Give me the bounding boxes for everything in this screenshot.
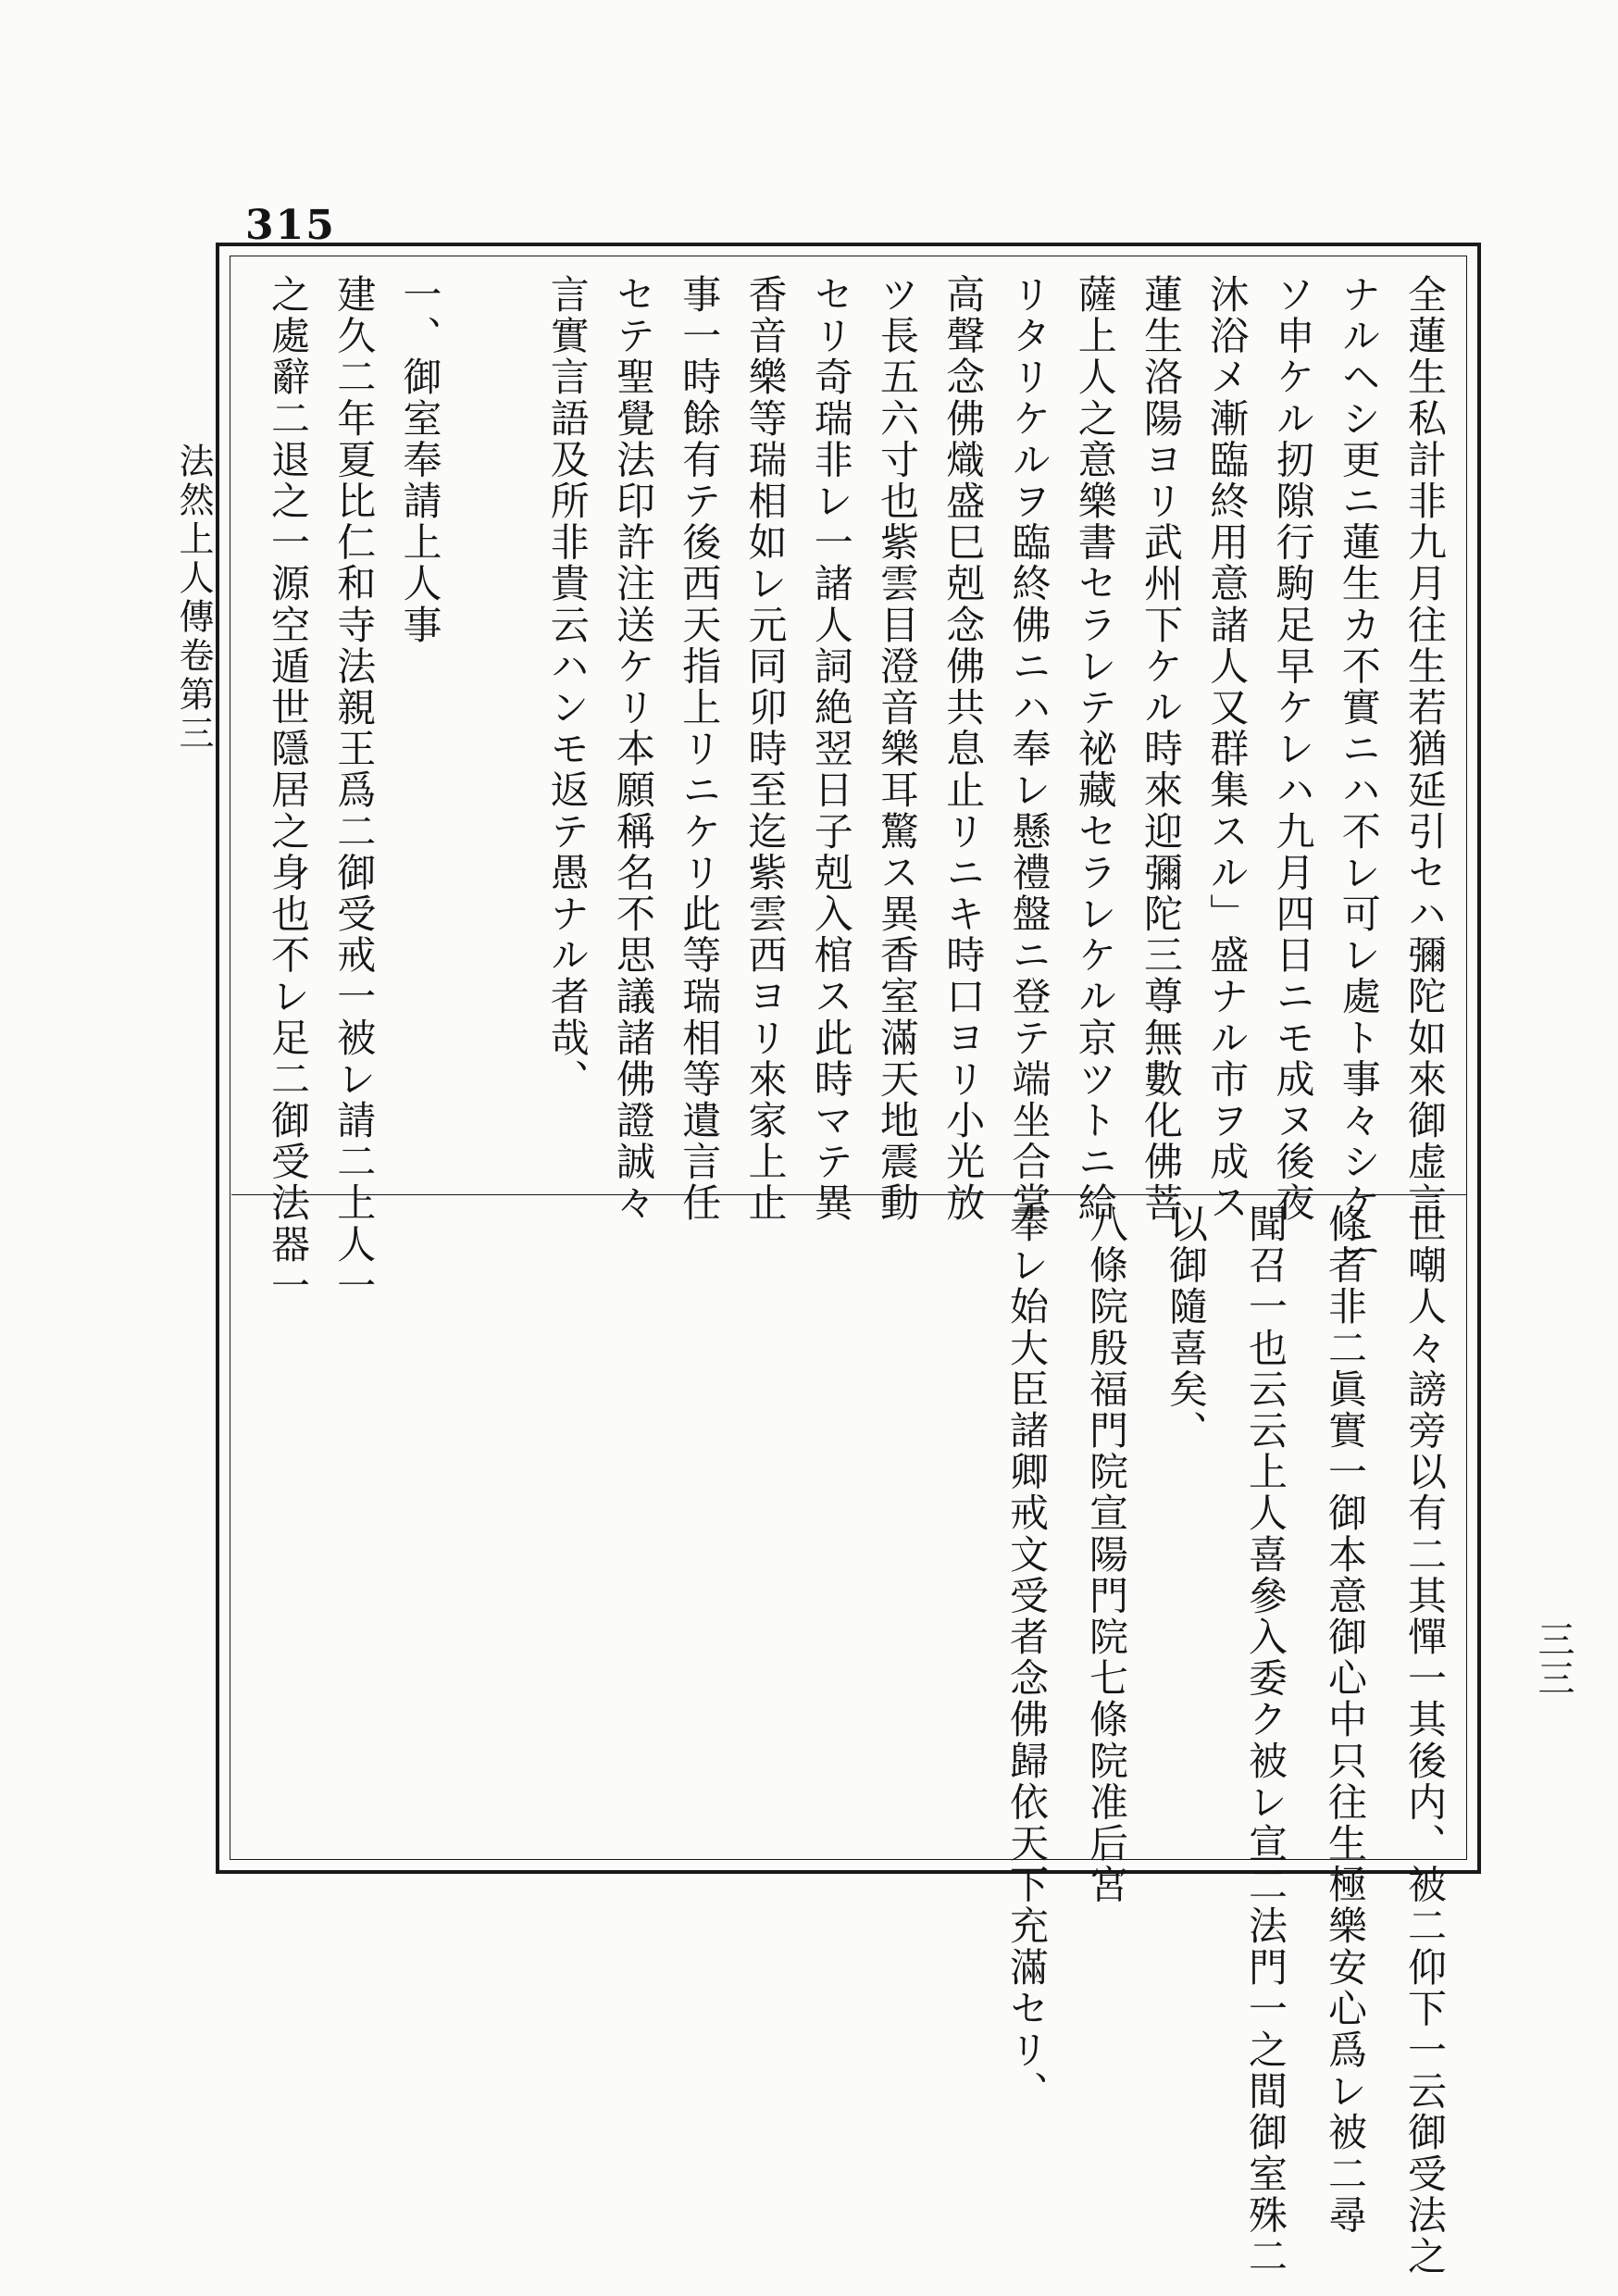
text-column: 事一時餘有テ後西天指上リニケリ此等瑞相等遺言任 — [677, 274, 723, 1224]
text-column: 奉レ始大臣諸卿戒文受者念佛歸依天下充滿セリ、 — [1004, 1204, 1050, 2113]
text-column: 以御隨喜矣、 — [1164, 1204, 1209, 1452]
running-title: 法然上人傳卷第三 — [173, 443, 214, 754]
text-column: 全蓮生私計非九月往生若猶延引セハ彌陀如來御虚言 — [1402, 274, 1448, 1224]
text-column: 言實言語及所非貴云ハンモ返テ愚ナル者哉、 — [544, 274, 591, 1100]
text-column: 條者非二眞實一御本意御心中只往生極樂安心爲レ被二尋 — [1323, 1204, 1368, 2236]
text-column: 香音樂等瑞相如レ元同卯時至迄紫雲西ヨリ來家上止 — [742, 274, 789, 1224]
text-column: 建久二年夏比仁和寺法親王爲二御受戒一被レ請二上人一 — [331, 274, 378, 1306]
upper-text-block — [266, 274, 1448, 1306]
section-heading: 一、御室奉請上人事 — [397, 274, 443, 646]
text-column: 薩上人之意樂書セラレテ祕藏セラレケル京ツトニ給 — [1072, 274, 1118, 1224]
text-column: ツ長五六寸也紫雲目澄音樂耳驚ス異香室滿天地震動 — [875, 274, 920, 1224]
lower-text-block — [1004, 1204, 1448, 2277]
text-column: ソ申ケル扨隙行駒足早ケレハ九月四日ニモ成ヌ後夜 — [1270, 274, 1316, 1224]
text-column: 蓮生洛陽ヨリ武州下ケル時來迎彌陀三尊無數化佛菩 — [1139, 274, 1184, 1224]
text-column: 八條院殷福門院宣陽門院七條院准后宮 — [1084, 1204, 1129, 1906]
folio-number: 三三 — [1532, 1620, 1574, 1698]
text-column: 世嘲人々謗旁以有二其憚一其後内、被二仰下一云御受法之 — [1402, 1204, 1448, 2277]
text-column: セリ奇瑞非レ一諸人詞絶翌日子剋入棺ス此時マテ異 — [808, 274, 854, 1224]
text-column: 沐浴メ漸臨終用意諸人又群集スル﹂盛ナル市ヲ成ス — [1204, 274, 1251, 1224]
page-number: 315 — [245, 202, 336, 249]
text-column: 之處辭二退之一源空遁世隱居之身也不レ足二御受法器一 — [266, 274, 311, 1306]
text-column: セテ聖覺法印許注送ケリ本願稱名不思議諸佛證誠々 — [611, 274, 656, 1224]
text-column: ナルヘシ更ニ蓮生カ不實ニハ不レ可レ處ト事々シケニ — [1336, 274, 1382, 1266]
text-column: リタリケルヲ臨終佛ニハ奉レ懸禮盤ニ登テ端坐合掌 — [1006, 274, 1052, 1224]
text-column: 聞召一也云云上人喜參入委ク被レ宣二法門一之間御室殊二 — [1243, 1204, 1288, 2277]
text-column: 高聲念佛熾盛巳剋念佛共息止リニキ時口ヨリ小光放 — [940, 274, 987, 1224]
